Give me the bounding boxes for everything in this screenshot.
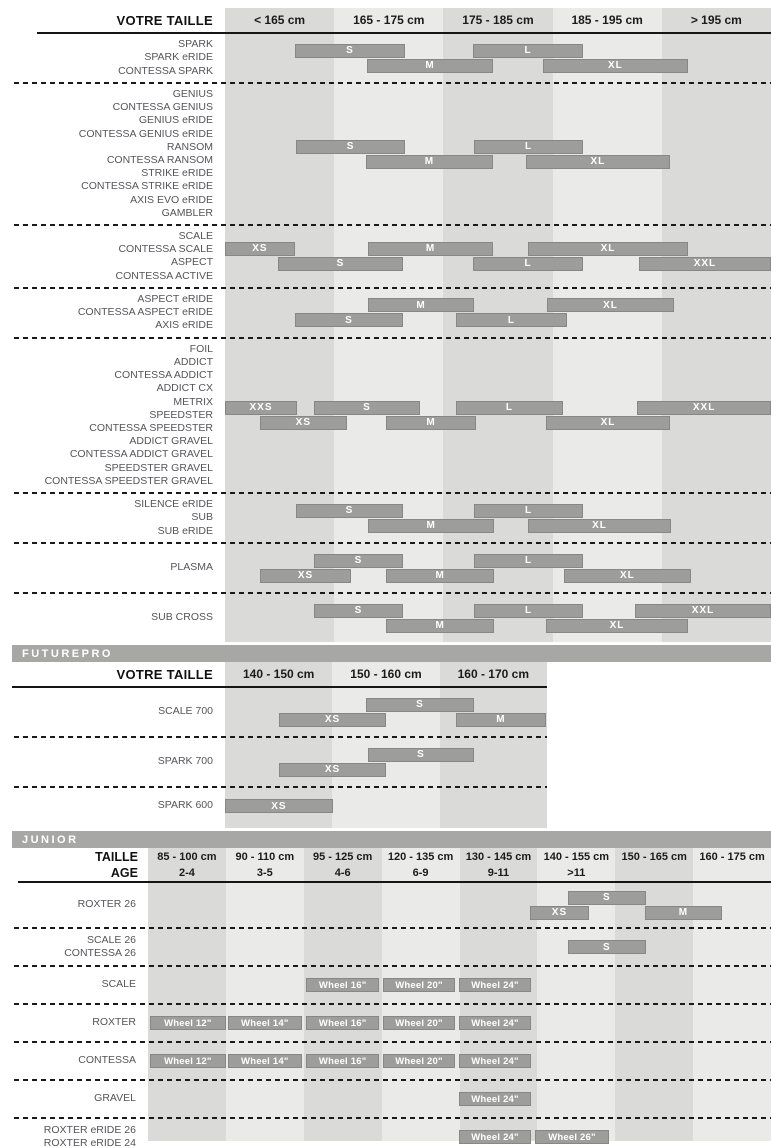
- model-group: [0, 788, 771, 824]
- column-header-cell: 160 - 170 cm: [457, 667, 530, 682]
- model-group: [0, 1119, 771, 1148]
- model-label: ADDICT: [173, 356, 213, 369]
- model-label: SUB: [191, 511, 213, 524]
- model-label: ADDICT CX: [156, 382, 213, 395]
- size-bar-wheel-16: Wheel 16": [306, 1054, 379, 1068]
- junior-age-row: [0, 865, 771, 881]
- taille-header: TAILLE: [95, 849, 138, 864]
- model-label: SCALE: [178, 230, 213, 243]
- futurepro-title: FUTUREPRO: [22, 647, 113, 660]
- column-header-cell: [693, 867, 771, 879]
- votre-taille-header: VOTRE TAILLE: [116, 12, 213, 28]
- junior-section-bar: [12, 831, 771, 848]
- model-label: CONTESSA GENIUS eRIDE: [78, 127, 213, 140]
- size-bar-xl: XL: [543, 59, 688, 73]
- size-bar-l: L: [474, 604, 583, 618]
- size-bar-m: M: [368, 519, 494, 533]
- model-label: SPEEDSTER GRAVEL: [104, 461, 213, 474]
- model-group: [0, 967, 771, 1003]
- age-column-values: [148, 867, 771, 879]
- model-group: [0, 688, 771, 736]
- model-label: CONTESSA GENIUS: [112, 101, 213, 114]
- column-header-cell: 3-5: [256, 867, 273, 880]
- height-column-headers: [148, 851, 771, 863]
- size-bar-m: M: [386, 619, 494, 633]
- size-bar-s: S: [568, 940, 646, 954]
- size-bar-wheel-12: Wheel 12": [150, 1016, 226, 1030]
- size-bar-xxl: XXL: [639, 257, 771, 271]
- size-bar-s: S: [314, 604, 403, 618]
- height-column-headers: [225, 13, 771, 27]
- model-group: [0, 84, 771, 224]
- size-bar-s: S: [368, 748, 474, 762]
- size-bar-l: L: [474, 554, 583, 568]
- junior-taille-row: [0, 848, 771, 865]
- size-bar-s: S: [296, 140, 405, 154]
- size-bar-xl: XL: [564, 569, 691, 583]
- section-junior: [0, 848, 771, 1148]
- model-label: CONTESSA SPEEDSTER: [89, 422, 213, 435]
- column-header-cell: 140 - 155 cm: [543, 850, 610, 863]
- votre-taille-header: VOTRE TAILLE: [116, 666, 213, 682]
- column-header-cell: 150 - 160 cm: [350, 667, 422, 682]
- size-bar-l: L: [473, 257, 583, 271]
- size-bar-wheel-20: Wheel 20": [383, 1054, 455, 1068]
- model-label: CONTESSA SPARK: [118, 64, 213, 77]
- model-label: SILENCE eRIDE: [134, 498, 213, 511]
- size-bar-xs: XS: [530, 906, 589, 920]
- column-header-cell: 165 - 175 cm: [353, 13, 425, 27]
- size-bar-wheel-16: Wheel 16": [306, 978, 379, 992]
- junior-groups: [0, 883, 771, 1148]
- column-header-cell: 140 - 150 cm: [242, 667, 315, 682]
- model-label: SCALE: [101, 978, 136, 991]
- column-header-cell: >11: [567, 867, 586, 880]
- model-label: CONTESSA ACTIVE: [115, 269, 213, 282]
- size-bar-xl: XL: [546, 416, 670, 430]
- model-label: SPEEDSTER: [149, 408, 213, 421]
- column-header-cell: 130 - 145 cm: [465, 850, 532, 863]
- column-header-cell: 95 - 125 cm: [313, 850, 373, 863]
- size-bar-s: S: [314, 554, 403, 568]
- futurepro-header-row: [0, 662, 771, 686]
- model-group: [0, 738, 771, 786]
- model-label: AXIS EVO eRIDE: [130, 193, 213, 206]
- model-label: ROXTER eRIDE 26: [43, 1123, 136, 1136]
- size-bar-wheel-20: Wheel 20": [383, 1016, 455, 1030]
- column-header-cell: > 195 cm: [690, 13, 742, 27]
- model-label: ASPECT eRIDE: [137, 293, 213, 306]
- size-bar-xl: XL: [546, 619, 688, 633]
- size-bar-xs: XS: [260, 416, 347, 430]
- model-label: GENIUS eRIDE: [138, 114, 213, 127]
- size-bar-m: M: [645, 906, 722, 920]
- model-label: AXIS eRIDE: [155, 319, 213, 332]
- model-label: CONTESSA ADDICT: [114, 369, 213, 382]
- size-bar-xs: XS: [260, 569, 351, 583]
- size-bar-wheel-20: Wheel 20": [383, 978, 455, 992]
- model-group: [0, 34, 771, 82]
- size-bar-l: L: [456, 313, 567, 327]
- size-bar-wheel-14: Wheel 14": [228, 1054, 302, 1068]
- section-futurepro: [0, 662, 771, 828]
- model-group: [0, 494, 771, 542]
- model-label: GENIUS: [172, 88, 213, 100]
- size-bar-xxl: XXL: [637, 401, 771, 415]
- model-label: GRAVEL: [94, 1092, 136, 1105]
- model-label: CONTESSA: [78, 1054, 136, 1067]
- size-bar-l: L: [456, 401, 563, 415]
- model-label: SUB CROSS: [151, 611, 213, 624]
- adult-groups: [0, 34, 771, 642]
- size-bar-xs: XS: [279, 713, 386, 727]
- size-bar-l: L: [474, 504, 583, 518]
- model-label: SUB eRIDE: [157, 524, 213, 537]
- model-label: CONTESSA SCALE: [118, 243, 213, 256]
- model-group: [0, 594, 771, 642]
- model-label: CONTESSA 26: [64, 947, 136, 960]
- futurepro-groups: [0, 688, 771, 824]
- size-bar-wheel-16: Wheel 16": [306, 1016, 379, 1030]
- column-header-cell: 185 - 195 cm: [571, 13, 643, 27]
- size-bar-l: L: [473, 44, 583, 58]
- size-bar-xl: XL: [528, 519, 671, 533]
- model-group: [0, 1081, 771, 1117]
- size-bar-s: S: [296, 504, 403, 518]
- section-adult: [0, 8, 771, 642]
- model-label: RANSOM: [166, 140, 213, 153]
- size-bar-xl: XL: [547, 298, 674, 312]
- size-bar-m: M: [386, 416, 476, 430]
- model-label: SPARK 700: [157, 755, 213, 768]
- model-label: PLASMA: [170, 561, 213, 574]
- size-bar-wheel-24: Wheel 24": [459, 978, 531, 992]
- model-label: SCALE 26: [86, 933, 136, 946]
- size-bar-m: M: [366, 155, 493, 169]
- model-label: SPARK 600: [157, 799, 213, 812]
- size-bar-xs: XS: [225, 242, 295, 256]
- model-label: CONTESSA ADDICT GRAVEL: [69, 448, 213, 461]
- model-group: [0, 226, 771, 287]
- size-bar-xs: XS: [225, 799, 333, 813]
- column-header-cell: 2-4: [178, 867, 195, 880]
- model-label: ROXTER eRIDE 24: [43, 1137, 136, 1148]
- model-label: SPARK eRIDE: [144, 51, 213, 64]
- size-bar-m: M: [368, 242, 493, 256]
- model-label: FOIL: [189, 342, 213, 355]
- model-group: [0, 883, 771, 927]
- model-group: [0, 1005, 771, 1041]
- model-label: ROXTER 26: [77, 898, 136, 911]
- size-bar-wheel-14: Wheel 14": [228, 1016, 302, 1030]
- model-group: [0, 289, 771, 337]
- size-bar-s: S: [366, 698, 474, 712]
- model-label: CONTESSA SPEEDSTER GRAVEL: [44, 474, 213, 487]
- size-bar-xxs: XXS: [225, 401, 297, 415]
- model-group: [0, 339, 771, 492]
- size-bar-xl: XL: [528, 242, 688, 256]
- column-header-cell: 150 - 165 cm: [621, 850, 687, 863]
- age-header: AGE: [110, 866, 138, 881]
- size-bar-m: M: [367, 59, 493, 73]
- model-label: ADDICT GRAVEL: [129, 435, 213, 448]
- size-bar-s: S: [568, 891, 646, 905]
- adult-header-row: [0, 8, 771, 32]
- size-bar-s: S: [295, 44, 405, 58]
- size-bar-s: S: [278, 257, 403, 271]
- model-group: [0, 1043, 771, 1079]
- column-header-cell: 160 - 175 cm: [699, 850, 765, 863]
- model-label: CONTESSA ASPECT eRIDE: [77, 306, 213, 319]
- column-header-cell: 90 - 110 cm: [235, 850, 295, 863]
- column-header-cell: < 165 cm: [254, 13, 306, 27]
- column-header-cell: 9-11: [487, 867, 510, 880]
- size-bar-wheel-24: Wheel 24": [459, 1092, 531, 1106]
- model-label: SCALE 700: [158, 705, 213, 718]
- model-label: SPARK: [178, 38, 213, 51]
- model-label: CONTESSA RANSOM: [106, 154, 213, 167]
- column-header-cell: 4-6: [334, 867, 351, 880]
- model-label: METRIX: [173, 395, 213, 408]
- size-bar-xl: XL: [526, 155, 670, 169]
- model-group: [0, 544, 771, 592]
- column-header-cell: 120 - 135 cm: [387, 850, 454, 863]
- model-label: ASPECT: [170, 256, 213, 269]
- model-label: STRIKE eRIDE: [141, 167, 213, 180]
- size-bar-wheel-24: Wheel 24": [459, 1130, 531, 1144]
- column-header-cell: 85 - 100 cm: [157, 850, 217, 863]
- size-bar-l: L: [474, 140, 583, 154]
- model-label: GAMBLER: [161, 206, 213, 219]
- size-bar-wheel-24: Wheel 24": [459, 1016, 531, 1030]
- junior-title: JUNIOR: [22, 833, 79, 846]
- size-bar-wheel-26: Wheel 26": [535, 1130, 609, 1144]
- column-header-cell: 6-9: [412, 867, 429, 880]
- futurepro-section-bar: [12, 645, 771, 662]
- size-bar-m: M: [456, 713, 546, 727]
- model-group: [0, 929, 771, 965]
- size-bar-wheel-24: Wheel 24": [459, 1054, 531, 1068]
- column-header-cell: 175 - 185 cm: [462, 13, 534, 27]
- column-header-cell: [615, 867, 693, 879]
- size-bar-wheel-12: Wheel 12": [150, 1054, 226, 1068]
- model-label: CONTESSA STRIKE eRIDE: [81, 180, 213, 193]
- size-bar-m: M: [386, 569, 494, 583]
- size-bar-xs: XS: [279, 763, 386, 777]
- height-column-headers: [225, 667, 547, 681]
- size-bar-m: M: [368, 298, 474, 312]
- size-bar-s: S: [295, 313, 403, 327]
- size-bar-xxl: XXL: [635, 604, 771, 618]
- size-bar-s: S: [314, 401, 420, 415]
- model-label: ROXTER: [92, 1016, 136, 1029]
